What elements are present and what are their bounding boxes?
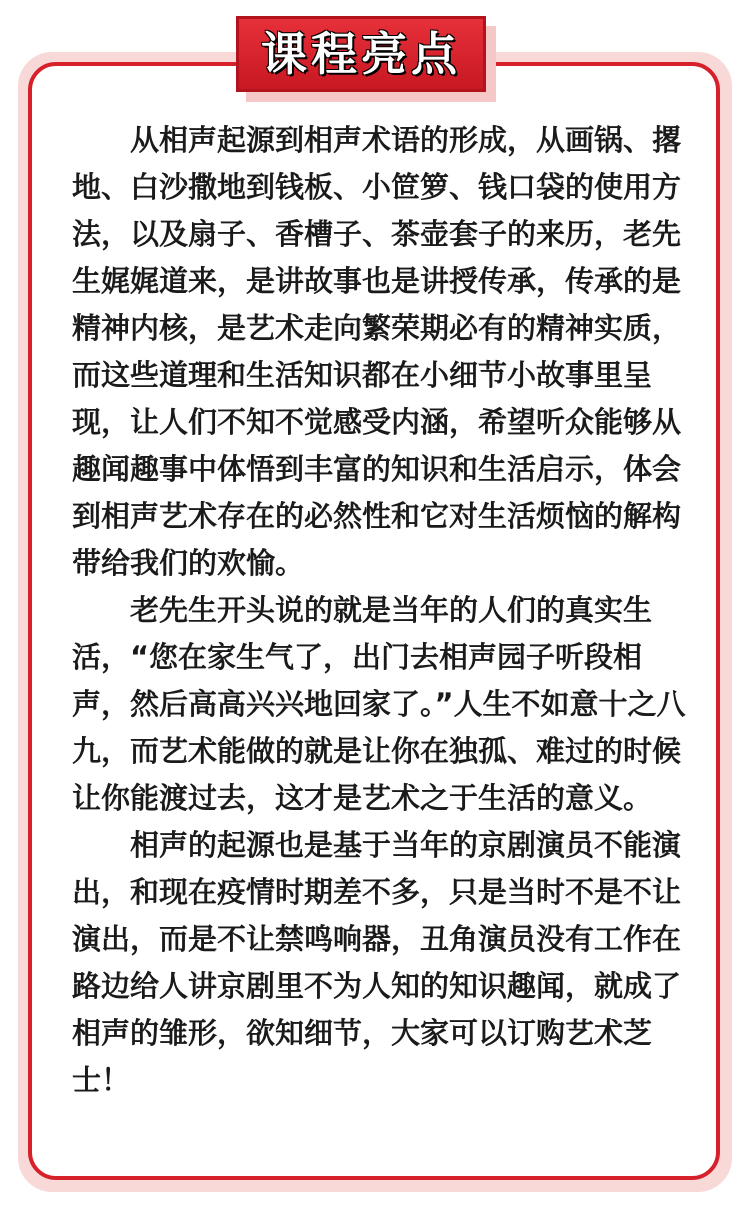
paragraph-2: 老先生开头说的就是当年的人们的真实生活，“您在家生气了，出门去相声园子听段相声，然后高高兴兴地回家了。”人生不如意十之八九，而艺术能做的就是让你在独孤、难过的时候让你能渡过去，这才是艺术之于生活的意义。 xyxy=(72,593,686,815)
article-body xyxy=(72,117,692,1104)
page-title: 课程亮点 xyxy=(261,27,461,81)
title-banner xyxy=(236,16,486,92)
paragraph-1: 从相声起源到相声术语的形成，从画锅、撂地、白沙撒地到钱板、小笸箩、钱口袋的使用方法，以及扇子、香槽子、茶壶套子的来历，老先生娓娓道来，是讲故事也是讲授传承，传承的是精神内核，是艺术走向繁荣期必有的精神实质，而这些道理和生活知识都在小细节小故事里呈现，让人们不知不觉感受内涵，希望听众能够从趣闻趣事中体悟到丰富的知识和生活启示，体会到相声艺术存在的必然性和它对生活烦恼的解构带给我们的欢愉。 xyxy=(72,123,682,580)
paragraph-3: 相声的起源也是基于当年的京剧演员不能演出，和现在疫情时期差不多，只是当时不是不让演出，而是不让禁鸣响器，丑角演员没有工作在路边给人讲京剧里不为人知的知识趣闻，就成了相声的雏形，欲知细节，大家可以订购艺术芝士！ xyxy=(72,828,682,1097)
